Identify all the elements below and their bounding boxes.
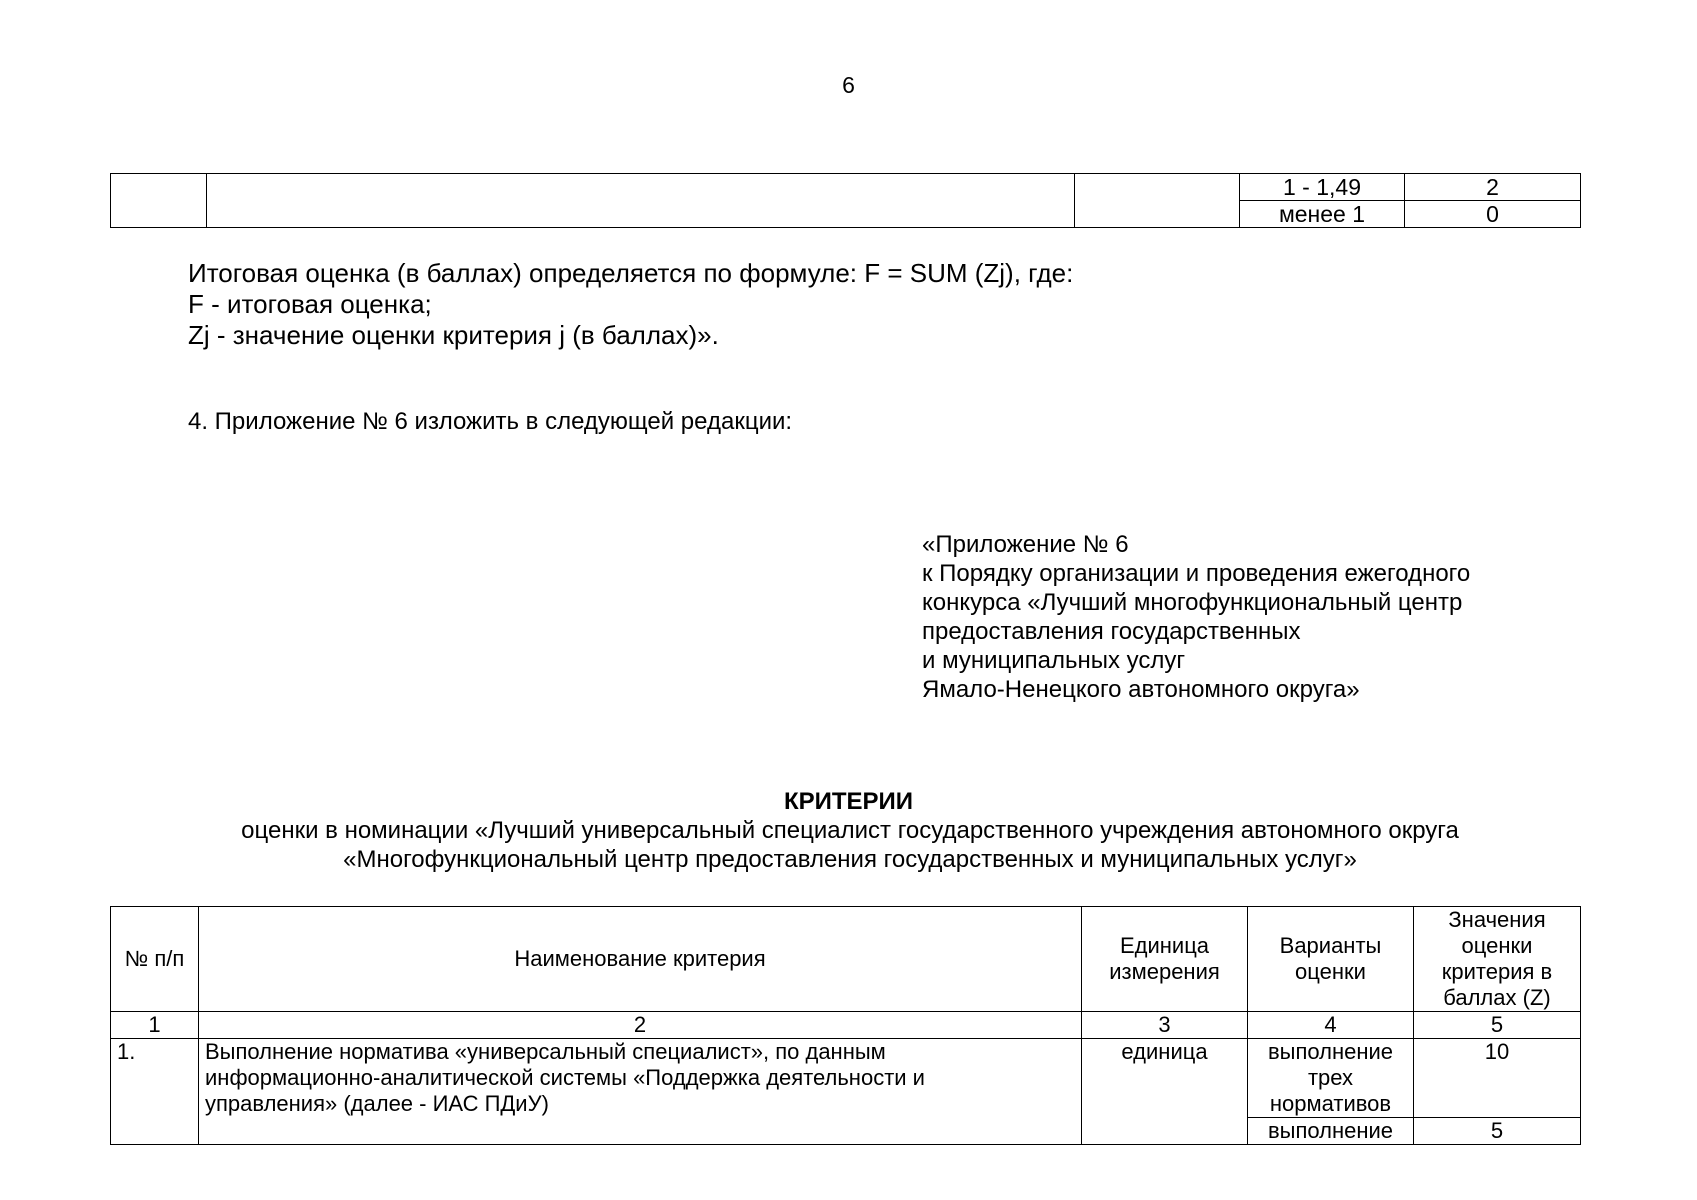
col-number: 4 — [1248, 1012, 1414, 1039]
range-cell: 1 - 1,49 — [1240, 174, 1405, 201]
header-variants: Варианты оценки — [1248, 907, 1414, 1012]
annex-line: Ямало-Ненецкого автономного округа» — [922, 676, 1360, 703]
amendment-paragraph: 4. Приложение № 6 изложить в следующей редакции: — [188, 408, 793, 435]
formula-line: Zj - значение оценки критерия j (в баллах)». — [188, 320, 719, 350]
variant-cell: выполнение — [1248, 1118, 1414, 1145]
annex-line: конкурса «Лучший многофункциональный центр — [922, 589, 1463, 616]
formula-line: Итоговая оценка (в баллах) определяется по формуле: F = SUM (Zj), где: — [188, 258, 1074, 288]
criteria-table — [110, 906, 1581, 1145]
criterion-name: Выполнение норматива «универсальный специалист», по данным информационно-аналитической системы «Поддержка деятельности и управления» (далее - ИАС ПДиУ) — [199, 1039, 1082, 1145]
table-row — [111, 174, 1581, 201]
table-row — [111, 1039, 1581, 1118]
col-number: 3 — [1082, 1012, 1248, 1039]
row-num: 1. — [111, 1039, 199, 1145]
annex-line: предоставления государственных — [922, 618, 1301, 645]
col-number: 1 — [111, 1012, 199, 1039]
subtitle-line: «Многофункциональный центр предоставления государственных и муниципальных услуг» — [343, 846, 1357, 873]
criteria-subtitle — [110, 816, 1590, 874]
unit-cell: единица — [1082, 1039, 1248, 1145]
annex-line: и муниципальных услуг — [922, 647, 1186, 674]
score-cell: 10 — [1414, 1039, 1581, 1118]
formula-block — [188, 258, 1073, 351]
header-value: Значения оценки критерия в баллах (Z) — [1414, 907, 1581, 1012]
header-unit: Единица измерения — [1082, 907, 1248, 1012]
subtitle-line: оценки в номинации «Лучший универсальный специалист государственного учреждения автономного округа — [241, 817, 1459, 844]
table-header-row — [111, 907, 1581, 1012]
score-cell: 0 — [1405, 201, 1581, 228]
col-number: 2 — [199, 1012, 1082, 1039]
page-number: 6 — [842, 72, 855, 98]
formula-line: F - итоговая оценка; — [188, 289, 432, 319]
header-name: Наименование критерия — [199, 907, 1082, 1012]
score-cell: 2 — [1405, 174, 1581, 201]
criteria-title: КРИТЕРИИ — [783, 788, 914, 815]
annex-header — [922, 530, 1470, 704]
variant-cell: выполнение трех нормативов — [1248, 1039, 1414, 1118]
annex-line: к Порядку организации и проведения ежегодного — [922, 560, 1471, 587]
score-cell: 5 — [1414, 1118, 1581, 1145]
continued-table — [110, 173, 1581, 228]
annex-line: «Приложение № 6 — [922, 531, 1129, 558]
col-number: 5 — [1414, 1012, 1581, 1039]
column-number-row — [111, 1012, 1581, 1039]
range-cell: менее 1 — [1240, 201, 1405, 228]
header-num: № п/п — [111, 907, 199, 1012]
